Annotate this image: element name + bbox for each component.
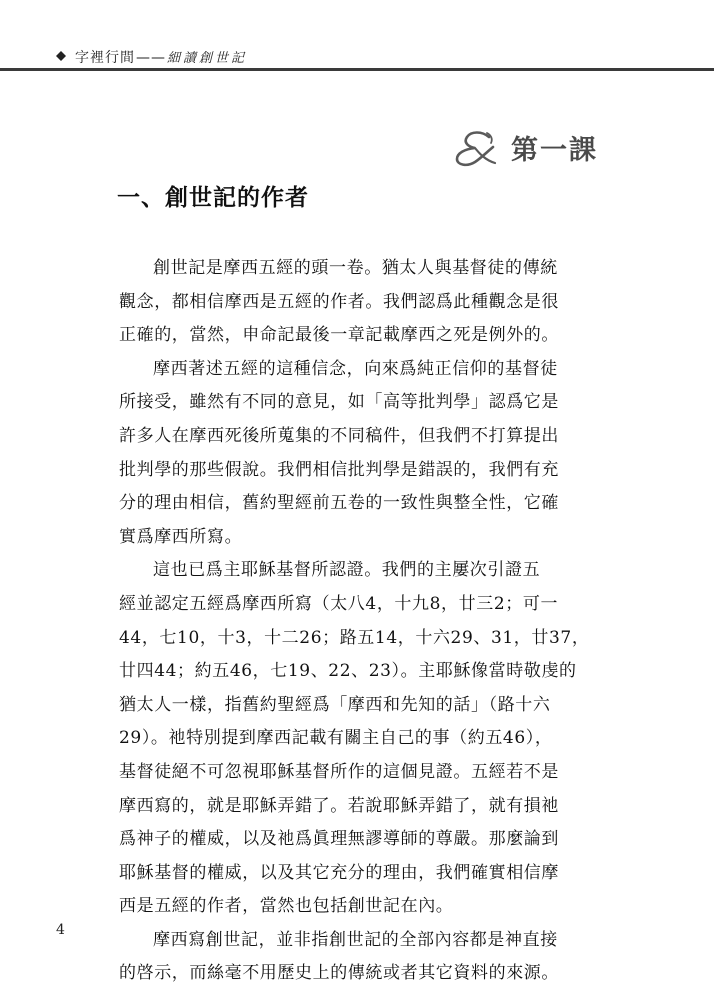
body-line: 猶太人一樣，指舊約聖經爲「摩西和先知的話」（路十六 (119, 694, 551, 715)
body-line: 摩西寫的，就是耶穌弄錯了。若說耶穌弄錯了，就有損祂 (119, 795, 559, 816)
ampersand-ornament-icon (449, 127, 501, 167)
page-number: 4 (56, 922, 65, 938)
body-line: 這也已爲主耶穌基督所認證。我們的主屢次引證五 (153, 560, 541, 581)
body-line: 摩西寫創世記，並非指創世記的全部內容都是神直接 (153, 929, 558, 950)
body-line: 批判學的那些假說。我們相信批判學是錯誤的，我們有充 (119, 459, 559, 480)
header-separator: —— (136, 50, 166, 66)
book-subtitle: 細讀創世記 (167, 51, 248, 66)
body-line: 經並認定五經爲摩西所寫（太八4，十九8，廿三2；可一 (119, 593, 559, 614)
running-header (56, 47, 247, 67)
lesson-label: 第一課 (511, 134, 598, 166)
body-line: 所接受，雖然有不同的意見，如「高等批判學」認爲它是 (119, 392, 559, 413)
body-line: 摩西著述五經的這種信念，向來爲純正信仰的基督徒 (153, 358, 558, 379)
body-line: 的啓示，而絲毫不用歷史上的傳統或者其它資料的來源。 (119, 963, 559, 984)
book-title: 字裡行間 (75, 50, 135, 66)
body-line: 西是五經的作者，當然也包括創世記在內。 (119, 896, 454, 917)
body-line: 基督徒絕不可忽視耶穌基督所作的這個見證。五經若不是 (119, 761, 559, 782)
diamond-bullet-icon (56, 51, 66, 61)
body-line: 實爲摩西所寫。 (119, 526, 243, 547)
body-line: 29）。祂特別提到摩西記載有關主自己的事（約五46）， (119, 728, 553, 749)
body-text (119, 252, 599, 991)
body-line: 爲神子的權威，以及祂爲眞理無謬導師的尊嚴。那麼論到 (119, 829, 559, 850)
header-rule (0, 68, 714, 71)
body-line: 耶穌基督的權威，以及其它充分的理由，我們確實相信摩 (119, 862, 559, 883)
body-line: 觀念，都相信摩西是五經的作者。我們認爲此種觀念是很 (119, 291, 559, 312)
lesson-title (449, 127, 598, 167)
body-line: 創世記是摩西五經的頭一卷。猶太人與基督徒的傳統 (153, 258, 558, 278)
body-line: 44，七10，十3，十二26；路五14，十六29、31，廿37， (119, 627, 590, 648)
body-line: 分的理由相信，舊約聖經前五卷的一致性與整全性，它確 (119, 493, 559, 514)
body-line: 正確的，當然，申命記最後一章記載摩西之死是例外的。 (119, 325, 559, 346)
body-line: 廿四44；約五46，七19、22、23）。主耶穌像當時敬虔的 (119, 661, 577, 682)
section-heading: 一、創世記的作者 (117, 185, 309, 211)
body-line: 許多人在摩西死後所蒐集的不同稿件，但我們不打算提出 (119, 425, 559, 446)
